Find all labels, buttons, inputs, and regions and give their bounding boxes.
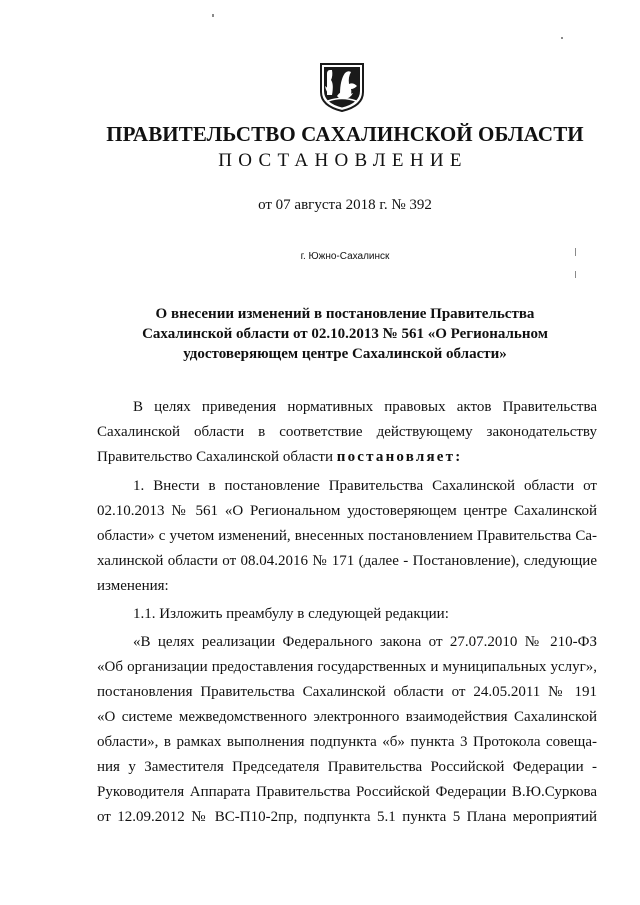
- body-line: [97, 445, 597, 470]
- body-line: В целях приведения нормативных правовых актов Правительства: [133, 399, 597, 415]
- body-line: области», в рамках выполнения подпункта «б» пункта 3 Протокола совеща-: [97, 734, 597, 750]
- body-line: Руководителя Аппарата Правительства Российской Федерации В.Ю.Суркова: [97, 784, 597, 800]
- document-type: ПОСТАНОВЛЕНИЕ: [218, 150, 468, 171]
- body-line: 02.10.2013 № 561 «О Региональном удостоверяющем центре Сахалинской: [97, 503, 597, 519]
- body-line: «Об организации предоставления государственных и муниципальных услуг»,: [97, 659, 597, 675]
- body-text: Правительство Сахалинской области: [97, 449, 337, 465]
- sakhalin-coat-of-arms-icon: [318, 62, 366, 112]
- decree-keyword: постановляет:: [336, 449, 463, 465]
- body-line: постановления Правительства Сахалинской области от 24.05.2011 № 191: [97, 684, 597, 700]
- paragraph-item-1-1: [97, 602, 597, 627]
- body-line: ния у Заместителя Председателя Правительства Российской Федерации -: [97, 759, 597, 775]
- subject-line: Сахалинской области от 02.10.2013 № 561 «О Региональном: [142, 326, 548, 342]
- body-line: «О системе межведомственного электронного взаимодействия Сахалинской: [97, 709, 597, 725]
- body-line: области» с учетом изменений, внесенных постановлением Правительства Са-: [97, 528, 597, 544]
- paragraph-item-1: [97, 474, 597, 599]
- subject-line: О внесении изменений в постановление Правительства: [155, 306, 535, 322]
- body-line: «В целях реализации Федерального закона от 27.07.2010 № 210-ФЗ: [133, 634, 597, 650]
- paragraph-quote: [97, 630, 597, 830]
- body-line: 1.1. Изложить преамбулу в следующей редакции:: [133, 606, 449, 622]
- government-name: ПРАВИТЕЛЬСТВО САХАЛИНСКОЙ ОБЛАСТИ: [106, 122, 584, 146]
- body-line: от 12.09.2012 № ВС-П10-2пр, подпункта 5.1 пункта 5 Плана мероприятий: [97, 809, 597, 825]
- document-city: г. Южно-Сахалинск: [300, 251, 390, 262]
- body-line: Сахалинской области в соответствие действующему законодательству: [97, 424, 597, 440]
- paragraph-preamble: [97, 395, 597, 470]
- body-line: 1. Внести в постановление Правительства Сахалинской области от: [133, 478, 597, 494]
- scan-speck: [575, 271, 576, 278]
- document-subject: [100, 304, 590, 364]
- scan-speck: [561, 37, 563, 39]
- scan-speck: [212, 14, 214, 17]
- subject-line: удостоверяющем центре Сахалинской области»: [183, 346, 507, 362]
- body-line: изменения:: [97, 578, 169, 594]
- document-date-number: от 07 августа 2018 г. № 392: [258, 197, 432, 213]
- body-line: халинской области от 08.04.2016 № 171 (далее - Постановление), следующие: [97, 553, 597, 569]
